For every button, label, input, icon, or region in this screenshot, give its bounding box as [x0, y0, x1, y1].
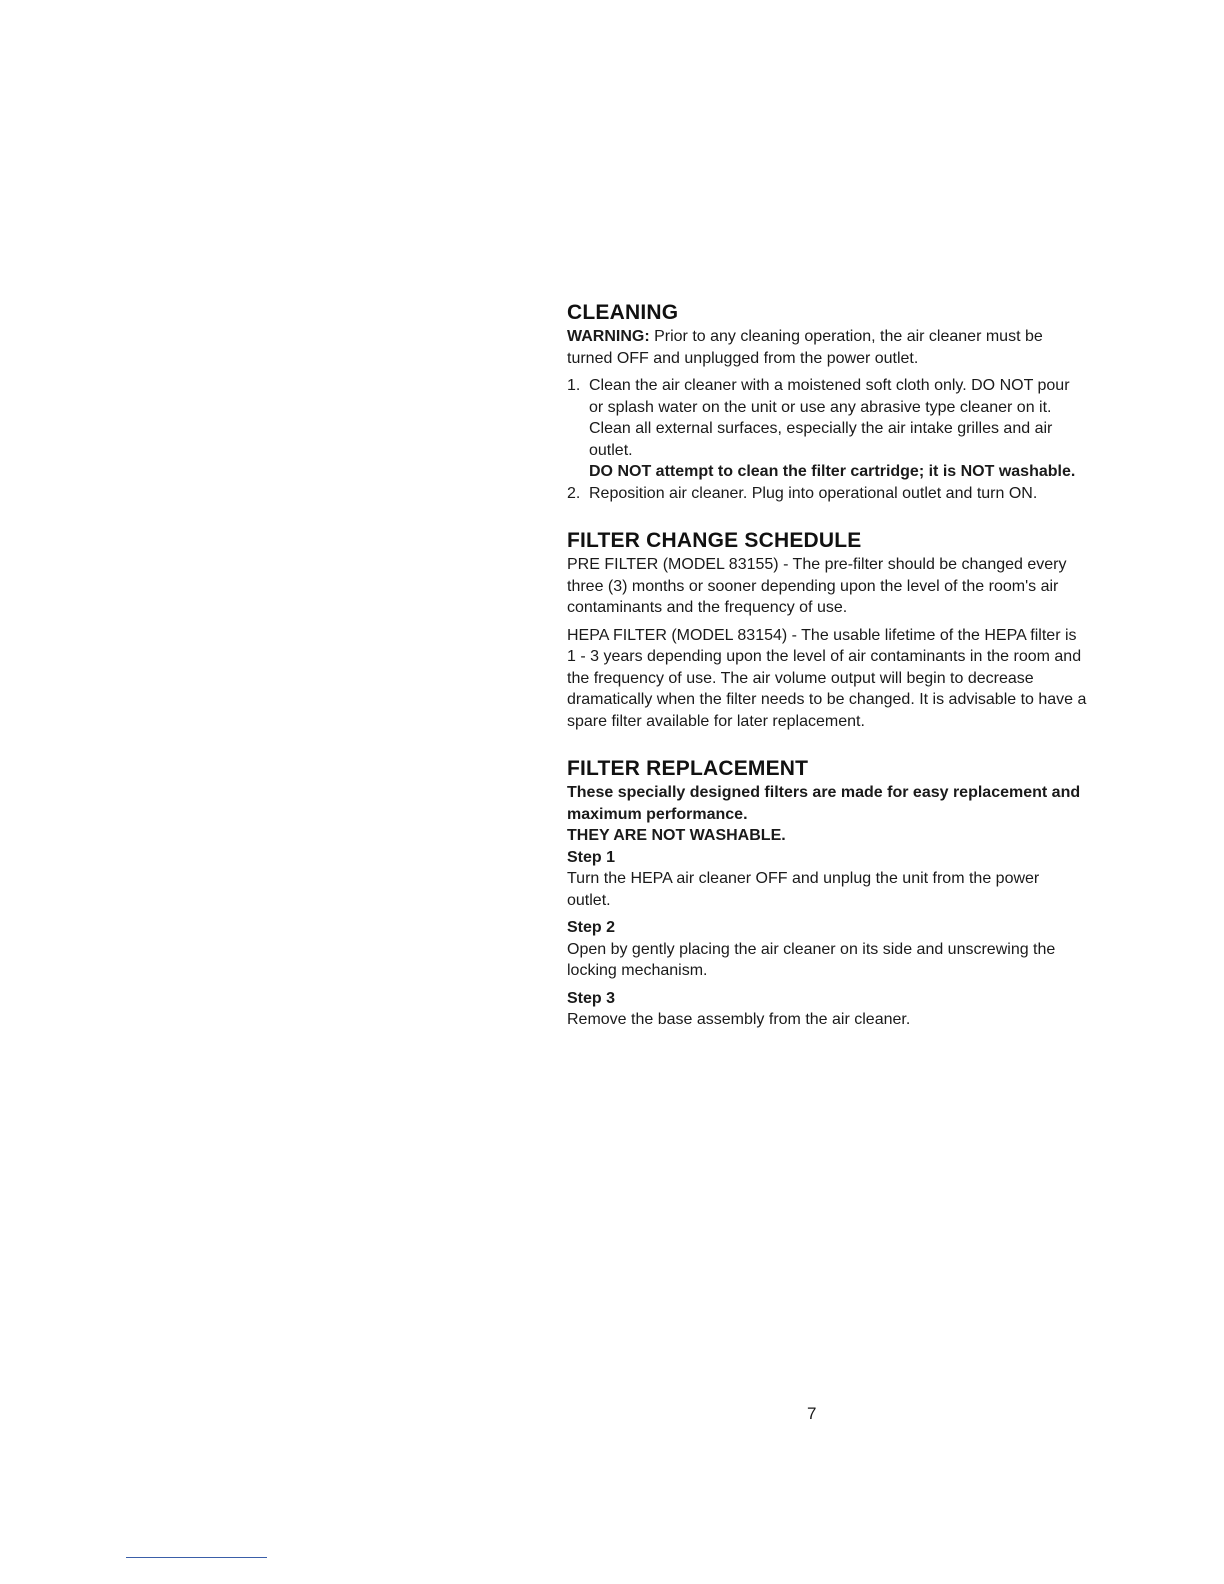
step-1-text: Turn the HEPA air cleaner OFF and unplug the unit from the power outlet.: [567, 870, 1040, 909]
cleaning-section: [567, 300, 1087, 504]
cleaning-step-text: Reposition air cleaner. Plug into operational outlet and turn ON.: [589, 484, 1038, 502]
warning-label: WARNING:: [567, 328, 650, 345]
cleaning-step-warning: DO NOT attempt to clean the filter cartridge; it is NOT washable.: [589, 463, 1076, 480]
cleaning-step-1: [567, 375, 1087, 483]
filter-schedule-section: [567, 528, 1087, 732]
step-2-label: Step 2: [567, 919, 616, 936]
cleaning-step-number: 1.: [567, 377, 581, 394]
replacement-intro: These specially designed filters are made for easy replacement and maximum performance.: [567, 784, 1081, 823]
step-1-label: Step 1: [567, 848, 616, 866]
warning-text: Prior to any cleaning operation, the air cleaner must be turned OFF and unplugged from the power outlet.: [567, 328, 1043, 367]
step-2-text: Open by gently placing the air cleaner on its side and unscrewing the locking mechanism.: [567, 940, 1056, 979]
page-number: 7: [807, 1404, 817, 1423]
step-3-text: Remove the base assembly from the air cleaner.: [567, 1011, 911, 1028]
filter-schedule-heading: FILTER CHANGE SCHEDULE: [567, 529, 862, 552]
step-3-label: Step 3: [567, 989, 616, 1007]
cleaning-heading: CLEANING: [567, 301, 679, 324]
pre-filter-paragraph: PRE FILTER (MODEL 83155) - The pre-filter should be changed every three (3) months or sooner depending upon the level of the room's air contaminants and the frequency of use.: [567, 556, 1067, 616]
cleaning-steps-list: [567, 375, 1087, 504]
filter-replacement-heading: FILTER REPLACEMENT: [567, 757, 809, 780]
cleaning-step-text: Clean the air cleaner with a moistened soft cloth only. DO NOT pour or splash water on the unit or use any abrasive type cleaner on it. Clean all external surfaces, especially the air intake grilles and air outlet.: [589, 377, 1070, 459]
filter-replacement-section: [567, 756, 1087, 1031]
not-washable-notice: THEY ARE NOT WASHABLE.: [567, 827, 786, 844]
footer-rule: [126, 1557, 267, 1558]
cleaning-step-number: 2.: [567, 484, 581, 502]
cleaning-warning: [567, 326, 1087, 369]
manual-page-content: [567, 300, 1087, 1031]
cleaning-step-2: [567, 483, 1087, 505]
hepa-filter-paragraph: HEPA FILTER (MODEL 83154) - The usable lifetime of the HEPA filter is 1 - 3 years depending upon the level of air contaminants in the room and the frequency of use. The air volume output will begin to decrease dramatically when the filter needs to be changed. It is advisable to have a spare filter available for later replacement.: [567, 626, 1087, 730]
